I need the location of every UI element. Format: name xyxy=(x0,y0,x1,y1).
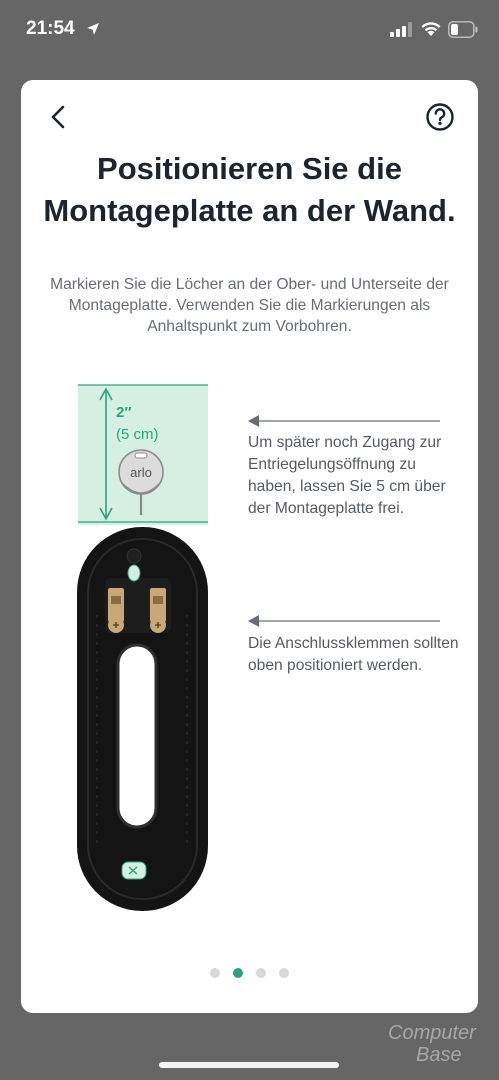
measurement-metric: (5 cm) xyxy=(116,426,159,443)
watermark-line-1: Computer xyxy=(388,1022,476,1044)
page-title: Positionieren Sie die Montageplatte an der Wand. xyxy=(43,151,456,228)
location-arrow-icon xyxy=(86,22,100,36)
wifi-icon xyxy=(420,20,442,37)
status-time: 21:54 xyxy=(26,18,75,39)
pagination-dots xyxy=(21,968,478,980)
top-mounting-hole xyxy=(128,565,140,581)
bottom-mounting-hole xyxy=(122,862,146,879)
page-dot-1[interactable] xyxy=(210,968,220,978)
watermark xyxy=(388,1022,498,1074)
page-dot-3[interactable] xyxy=(256,968,266,978)
battery-icon xyxy=(448,21,478,38)
measurement-imperial: 2″ xyxy=(116,404,132,421)
terminal-right xyxy=(150,588,166,633)
question-circle-icon xyxy=(428,105,453,130)
page-dot-2[interactable] xyxy=(233,968,243,978)
note-release-clearance: Um später noch Zugang zur Entriegelungsöffnung zu haben, lassen Sie 5 cm über der Montageplatte frei. xyxy=(248,434,446,517)
page-dot-4[interactable] xyxy=(279,968,289,978)
back-button[interactable] xyxy=(47,104,71,130)
home-indicator[interactable] xyxy=(159,1062,339,1068)
help-button[interactable] xyxy=(425,102,455,132)
signal-icon xyxy=(390,22,412,37)
chevron-left-icon xyxy=(53,107,63,127)
mounting-plate xyxy=(77,527,208,911)
page-subtitle: Markieren Sie die Löcher an der Ober- und Unterseite der Montageplatte. Verwenden Sie die Markierungen als Anhaltspunkt zum Vorbohren. xyxy=(50,276,449,335)
arrow-left-icon xyxy=(247,614,441,628)
arrow-left-icon xyxy=(247,414,441,428)
setup-card xyxy=(21,80,478,1013)
status-bar xyxy=(0,0,499,60)
arlo-logo-text: arlo xyxy=(130,465,152,480)
terminal-left xyxy=(108,588,124,633)
note-terminals-position: Die Anschlussklemmen sollten oben positioniert werden. xyxy=(248,635,459,674)
watermark-line-2: Base xyxy=(416,1044,462,1066)
